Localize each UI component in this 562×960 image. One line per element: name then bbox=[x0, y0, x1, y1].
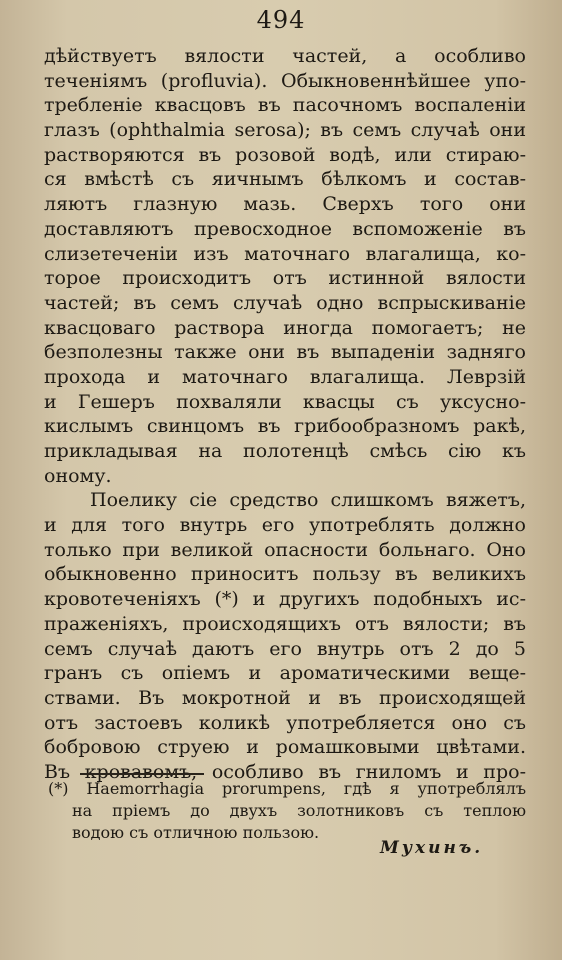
text-line: дѣйствуетъ вялости частей, а особливо bbox=[44, 45, 526, 67]
text-line: Поелику сіе средство слишкомъ вяжетъ, bbox=[90, 489, 526, 512]
text-line: прикладывая на полотенцѣ смѣсь сію къ bbox=[44, 440, 526, 462]
text-line: глазъ (ophthalmia serosa); въ семъ случаѣ они bbox=[44, 119, 526, 142]
text-line: кислымъ свинцомъ въ грибообразномъ ракѣ, bbox=[44, 415, 526, 438]
text-line: торое происходитъ отъ истинной вялости bbox=[44, 267, 526, 290]
text-line: семъ случаѣ даютъ его внутрь отъ 2 до 5 bbox=[44, 637, 526, 660]
body-text bbox=[44, 44, 526, 785]
text-line: теченіямъ (profluvia). Обыкновеннѣйшее упо- bbox=[44, 69, 526, 92]
footnote-line: (*) Haemorrhagia prorumpens, гдѣ я употреблялъ bbox=[48, 779, 526, 798]
text-line: частей; въ семъ случаѣ одно вспрыскиваніе bbox=[44, 291, 526, 314]
text-line: Въ кровавомъ, особливо въ гниломъ и про- bbox=[44, 760, 526, 783]
footnote-line: водою съ отличною пользою. bbox=[72, 823, 320, 842]
text-line: кровотеченіяхъ (*) и другихъ подобныхъ ис- bbox=[44, 588, 526, 611]
text-line: оному. bbox=[44, 464, 112, 487]
text-line: отъ застоевъ коликѣ употребляется оно съ bbox=[44, 711, 526, 734]
text-line: и для того внутрь его употреблять должно bbox=[44, 514, 526, 537]
text-line: только при великой опасности больнаго. Оно bbox=[44, 538, 526, 561]
text-line: безполезны также они въ выпаденіи задняго bbox=[44, 341, 526, 364]
text-line: и Гешеръ похваляли квасцы съ уксусно- bbox=[44, 390, 526, 413]
text-line: гранъ съ опіемъ и ароматическими веще- bbox=[44, 662, 526, 685]
text-line: доставляютъ превосходное вспоможеніе въ bbox=[44, 217, 526, 240]
text-line: квасцоваго раствора иногда помогаетъ; не bbox=[44, 316, 526, 339]
text-line: требленіе квасцовъ въ пасочномъ воспаленіи bbox=[44, 94, 526, 117]
author-signature: Мухинъ. bbox=[380, 838, 484, 858]
footnote-divider bbox=[80, 773, 204, 775]
footnote bbox=[48, 778, 526, 844]
text-line: слизетеченіи изъ маточнаго влагалища, ко- bbox=[44, 242, 526, 265]
text-line: растворяются въ розовой водѣ, или стираю- bbox=[44, 143, 526, 166]
text-line: праженіяхъ, происходящихъ отъ вялости; въ bbox=[44, 612, 526, 635]
text-line: бобровою струею и ромашковыми цвѣтами. bbox=[44, 736, 526, 759]
text-line: обыкновенно приноситъ пользу въ великихъ bbox=[44, 563, 526, 586]
footnote-line: на пріемъ до двухъ золотниковъ съ теплою bbox=[72, 801, 526, 820]
page-number: 494 bbox=[256, 6, 306, 34]
text-line: ся вмѣстѣ съ яичнымъ бѣлкомъ и состав- bbox=[44, 168, 526, 191]
text-line: ляютъ глазную мазь. Сверхъ того они bbox=[44, 193, 526, 216]
text-line: ствами. Въ мокротной и въ происходящей bbox=[44, 686, 526, 709]
text-line: прохода и маточнаго влагалища. Леврзій bbox=[44, 365, 526, 388]
